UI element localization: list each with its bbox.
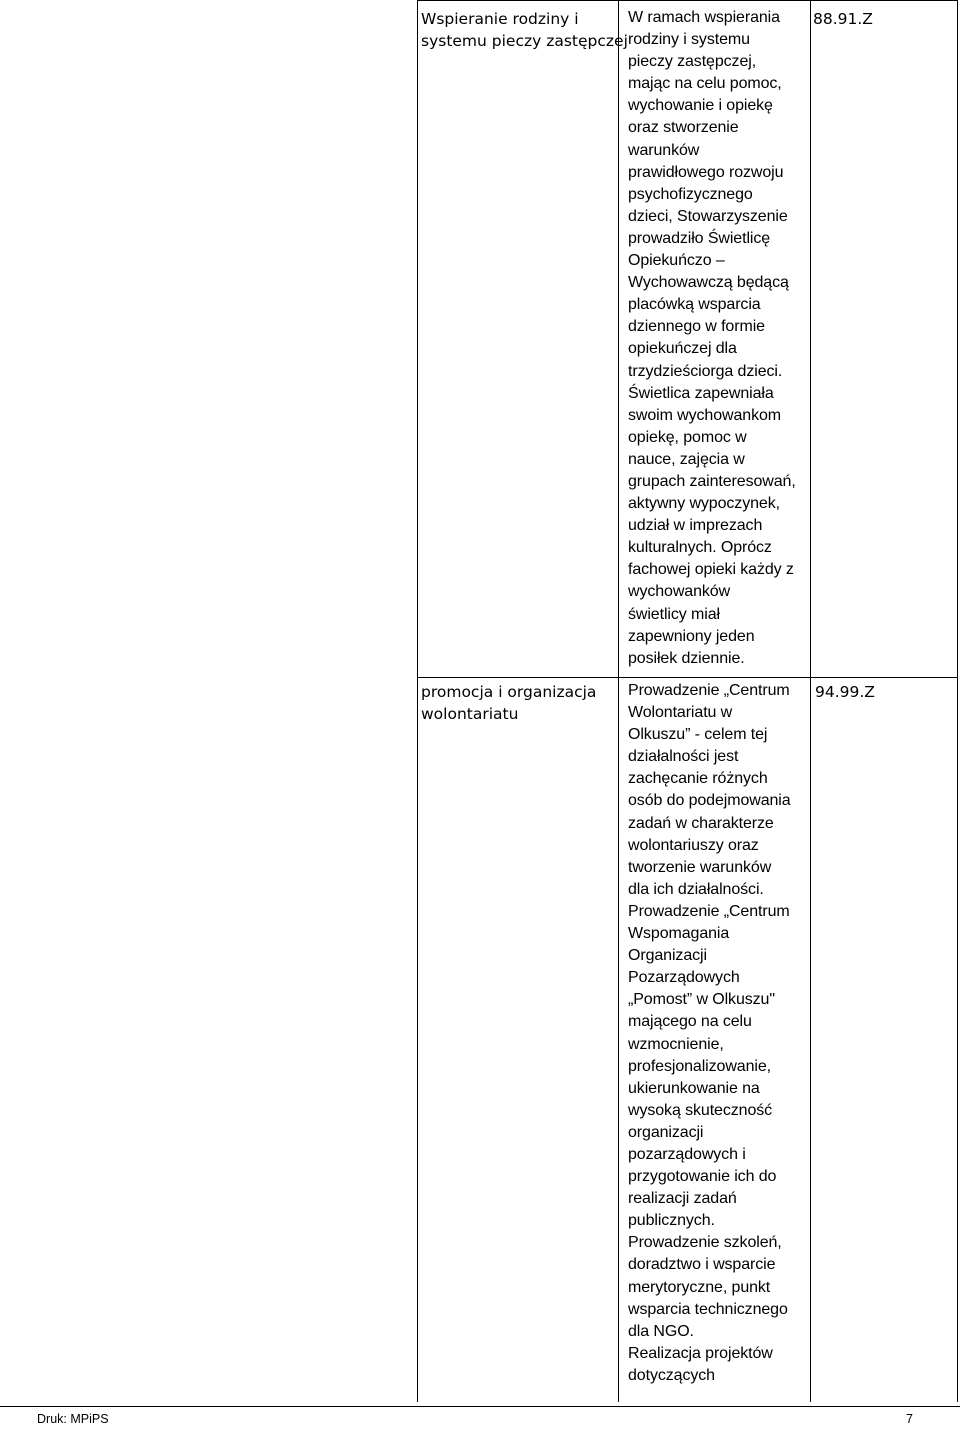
table-border-top xyxy=(417,0,958,1)
footer-rule xyxy=(0,1406,960,1407)
row-2-activity: promocja i organizacja wolontariatu xyxy=(421,683,597,723)
row-2-pkd-code: 94.99.Z xyxy=(815,683,875,701)
table-border-col2 xyxy=(618,0,619,1402)
row-1-activity: Wspieranie rodziny i systemu pieczy zastępczej xyxy=(421,10,628,50)
table-border-left xyxy=(417,0,418,1402)
row-1-pkd-code: 88.91.Z xyxy=(813,10,873,28)
row-1-description: W ramach wspierania rodziny i systemu pieczy zastępczej, mając na celu pomoc, wychowanie i opiekę oraz stworzenie warunków prawidłowego rozwoju psychofizycznego dzieci, Stowarzyszenie prowadziło Świetlicę Opiekuńczo – Wychowawczą będącą placówką wsparcia dziennego w formie opiekuńczej dla trzydzieściorga dzieci. Świetlica zapewniała swoim wychowankom opiekę, pomoc w nauce, zajęcia w grupach zainteresowań, aktywny wypoczynek, udział w imprezach kulturalnych. Oprócz fachowej opieki każdy z wychowanków świetlicy miał zapewniony jeden posiłek dziennie. xyxy=(628,9,796,667)
table-row-divider xyxy=(417,677,958,678)
row-2-description: Prowadzenie „Centrum Wolontariatu w Olkuszu” - celem tej działalności jest zachęcanie różnych osób do podejmowania zadań w charakterze wolontariuszy oraz tworzenie warunków dla ich działalności. Prowadzenie „Centrum Wspomagania Organizacji Pozarządowych „Pomost” w Olkuszu" mającego na celu wzmocnienie, profesjonalizowanie, ukierunkowanie na wysoką skuteczność organizacji pozarządowych i przygotowanie ich do realizacji zadań publicznych. Prowadzenie szkoleń, doradztwo i wsparcie merytoryczne, punkt wsparcia technicznego dla NGO. Realizacja projektów dotyczących xyxy=(628,682,791,1384)
footer-print-label: Druk: MPiPS xyxy=(37,1412,109,1426)
table-border-col3 xyxy=(810,0,811,1402)
page-footer xyxy=(0,1402,960,1429)
table-border-right xyxy=(957,0,958,1402)
page-number: 7 xyxy=(906,1412,913,1426)
